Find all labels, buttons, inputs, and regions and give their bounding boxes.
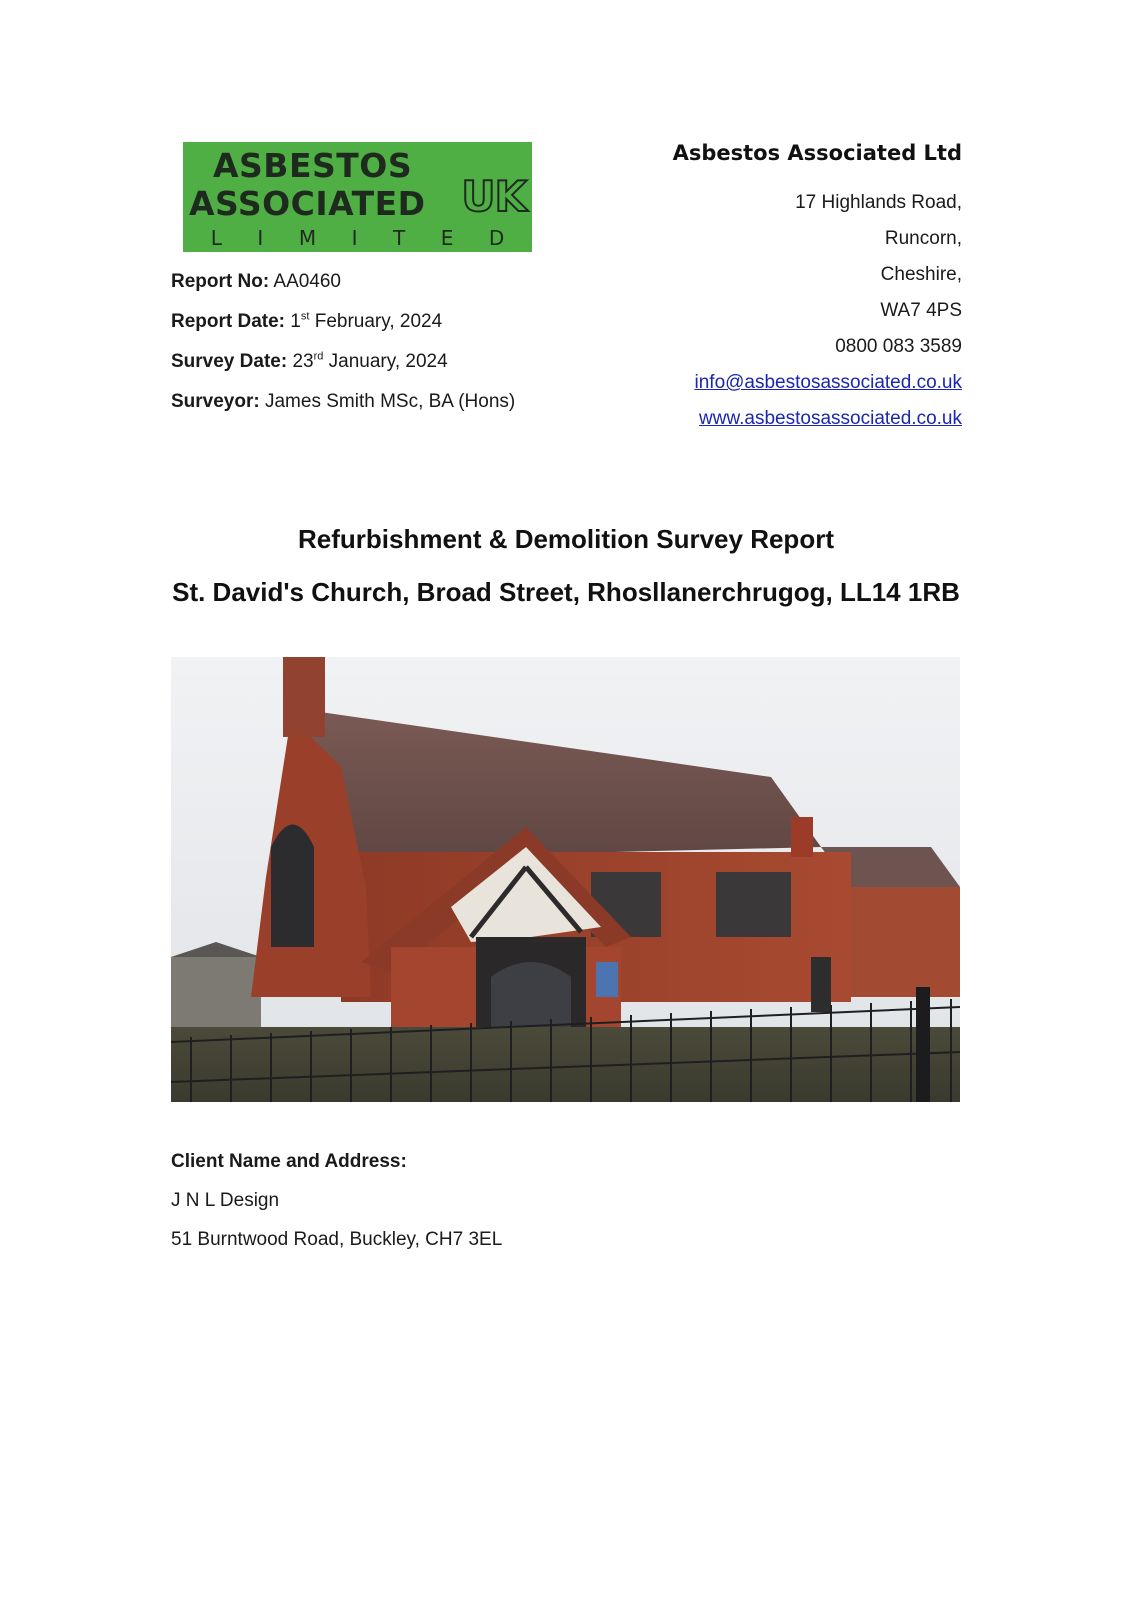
website-link[interactable]: www.asbestosassociated.co.uk (699, 408, 962, 429)
company-logo (183, 142, 532, 252)
logo-letter: M (298, 226, 317, 250)
report-title: Refurbishment & Demolition Survey Report (298, 524, 834, 554)
client-name: J N L Design (171, 1190, 280, 1211)
address-line-2: Runcorn, (884, 228, 962, 249)
company-phone: 0800 083 3589 (835, 336, 962, 357)
logo-letter: L (210, 226, 222, 250)
address-line-3: Cheshire, (880, 264, 962, 285)
report-number-value: AA0460 (273, 271, 342, 292)
logo-line-asbestos: ASBESTOS (213, 146, 413, 185)
survey-date-label: Survey Date: (171, 351, 288, 372)
client-heading: Client Name and Address: (171, 1151, 407, 1172)
surveyor (171, 391, 515, 413)
report-date-day: 1 (290, 311, 301, 332)
report-number (171, 271, 341, 293)
survey-date-suffix: rd (313, 350, 324, 363)
survey-date-day: 23 (292, 351, 314, 372)
email-link[interactable]: info@asbestosassociated.co.uk (694, 372, 962, 393)
website-link-wrapper (699, 408, 962, 430)
site-address-title: St. David's Church, Broad Street, Rhosllanerchrugog, LL14 1RB (172, 577, 960, 607)
client-address: 51 Burntwood Road, Buckley, CH7 3EL (171, 1229, 503, 1250)
address-line-1: 17 Highlands Road, (795, 192, 962, 213)
logo-line-associated: ASSOCIATED (189, 184, 426, 223)
logo-letter: I (351, 226, 358, 250)
logo-letter: I (257, 226, 264, 250)
logo-letter: T (392, 226, 406, 250)
logo-uk: UK (461, 172, 526, 221)
report-date-rest: February, 2024 (314, 311, 443, 332)
address-postcode: WA7 4PS (880, 300, 962, 321)
report-date (171, 311, 442, 333)
logo-letter: D (488, 226, 505, 250)
surveyor-label: Surveyor: (171, 391, 260, 412)
report-number-label: Report No: (171, 271, 270, 292)
church-photo (171, 657, 960, 1102)
report-date-suffix: st (300, 310, 310, 323)
email-link-wrapper (695, 372, 963, 394)
surveyor-value: James Smith MSc, BA (Hons) (264, 391, 516, 412)
survey-date-rest: January, 2024 (328, 351, 448, 372)
logo-limited (183, 226, 532, 250)
logo-letter: E (440, 226, 454, 250)
report-date-label: Report Date: (171, 311, 286, 332)
company-name: Asbestos Associated Ltd (672, 141, 962, 165)
survey-date (171, 351, 448, 373)
